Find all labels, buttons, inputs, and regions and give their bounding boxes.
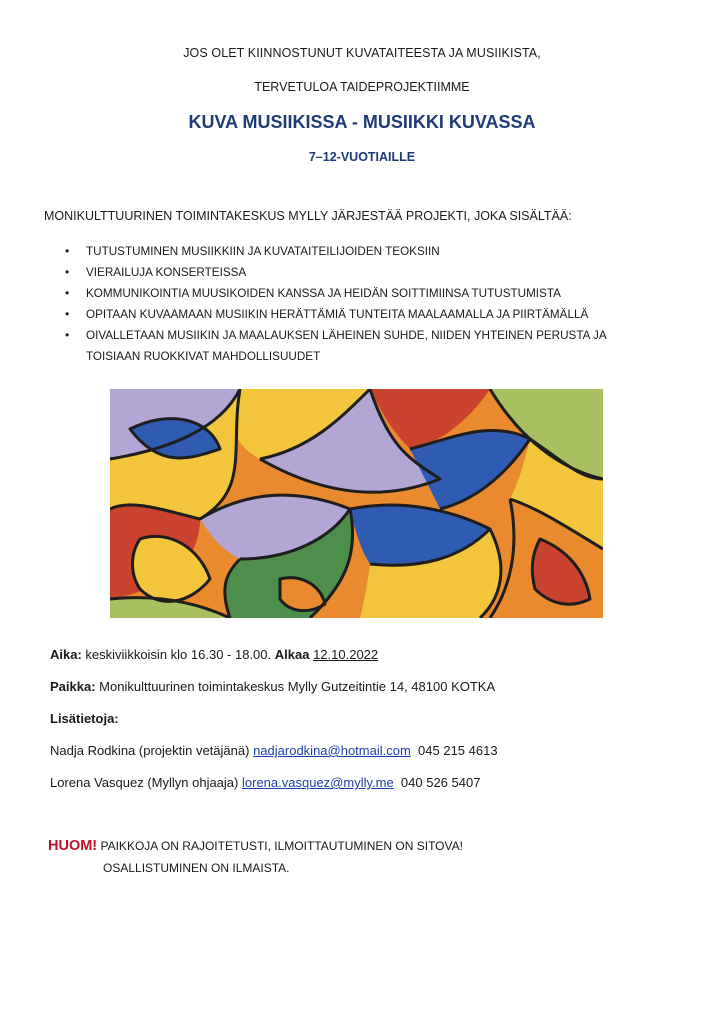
list-item-text: TOISIAAN RUOKKIVAT MAHDOLLISUUDET [86,350,321,363]
contact-phone: 040 526 5407 [400,775,481,790]
bullet-icon: • [65,244,70,258]
bullet-icon: • [65,265,70,279]
contact-name: Nadja Rodkina (projektin vetäjänä) [50,743,250,758]
notice-line-1: PAIKKOJA ON RAJOITETUSTI, ILMOITTAUTUMINEN ON SITOVA! [100,839,463,853]
page-title: KUVA MUSIIKISSA - MUSIIKKI KUVASSA [188,112,536,132]
intro-line-1: JOS OLET KIINNOSTUNUT KUVATAITEESTA JA MUSIIKISTA, [183,46,541,60]
list-item-text: OIVALLETAAN MUSIIKIN JA MAALAUKSEN LÄHEINEN SUHDE, NIIDEN YHTEINEN PERUSTA JA [86,329,607,342]
list-item [44,283,644,304]
bullet-icon: • [65,307,70,321]
list-item [44,262,644,283]
more-info-label: Lisätietoja: [50,711,119,726]
start-date: 12.10.2022 [313,647,379,662]
age-group: 7–12-VUOTIAILLE [308,150,416,164]
bullet-icon: • [65,328,70,342]
bullet-icon: • [65,286,70,300]
list-item-continuation [44,346,644,367]
abstract-painting-image [110,389,603,618]
list-item-text: VIERAILUJA KONSERTEISSA [86,266,247,279]
program-lead: MONIKULTTUURINEN TOIMINTAKESKUS MYLLY JÄRJESTÄÄ PROJEKTI, JOKA SISÄLTÄÄ: [44,209,572,223]
notice [48,835,463,879]
contact-name: Lorena Vasquez (Myllyn ohjaaja) [50,775,239,790]
place-label: Paikka: [50,679,96,694]
list-item-text: OPITAAN KUVAAMAAN MUSIIKIN HERÄTTÄMIÄ TUNTEITA MAALAAMALLA JA PIIRTÄMÄLLÄ [86,308,589,321]
start-label: Alkaa [274,647,310,662]
contact-email-link[interactable]: lorena.vasquez@mylly.me [242,775,394,790]
place-value: Monikulttuurinen toimintakeskus Mylly Gutzeitintie 14, 48100 KOTKA [99,679,496,694]
contact-phone: 045 215 4613 [418,743,498,758]
time-value: keskiviikkoisin klo 16.30 - 18.00. [85,647,272,662]
list-item-text: KOMMUNIKOINTIA MUUSIKOIDEN KANSSA JA HEIDÄN SOITTIMIINSA TUTUSTUMISTA [86,287,561,300]
list-item [44,241,644,262]
place-row [50,679,495,694]
list-item [44,325,644,346]
time-row [50,647,378,662]
time-label: Aika: [50,647,82,662]
program-list [44,241,644,367]
list-item-text: TUTUSTUMINEN MUSIIKKIIN JA KUVATAITEILIJOIDEN TEOKSIIN [86,245,440,258]
contact-email-link[interactable]: nadjarodkina@hotmail.com [253,743,411,758]
intro-line-2: TERVETULOA TAIDEPROJEKTIIMME [254,80,470,94]
list-item [44,304,644,325]
notice-line-2: OSALLISTUMINEN ON ILMAISTA. [103,861,290,875]
notice-label: HUOM! [48,838,98,854]
contact-row [50,775,480,790]
contact-row [50,743,498,758]
